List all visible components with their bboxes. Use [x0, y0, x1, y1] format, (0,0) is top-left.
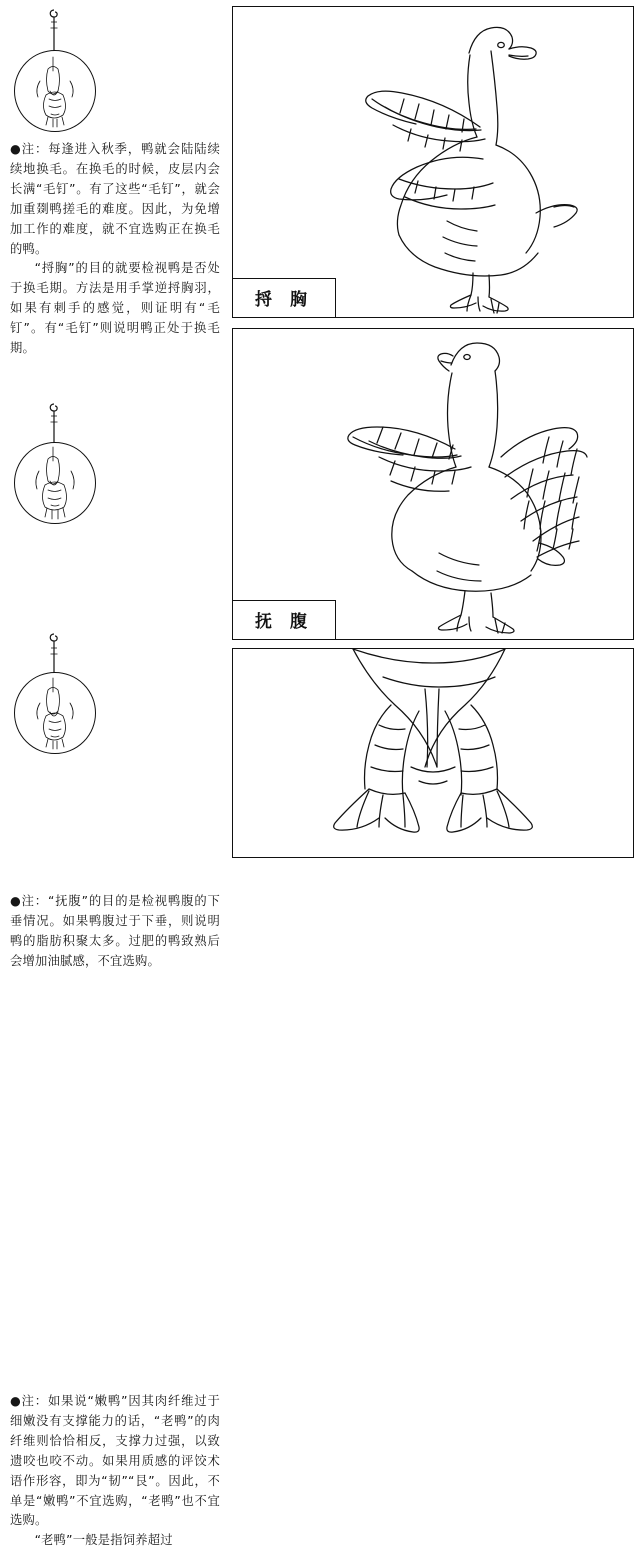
hanging-duck-thumbnail	[14, 442, 96, 524]
hanging-duck-thumbnail	[14, 672, 96, 754]
duck-belly-touching-line-drawing	[233, 329, 631, 636]
note-paragraph: ●注：“抚腹”的目的是检视鸭腹的下垂情况。如果鸭腹过于下垂，则说明鸭的脂肪积聚太多。过肥的鸭致熟后会增加油腻感，不宜选购。	[10, 894, 220, 968]
note-block-3	[10, 1392, 220, 1551]
duck-chest-stroking-line-drawing	[233, 7, 631, 314]
illustration-panel-2	[232, 328, 634, 640]
hook-icon	[46, 8, 62, 54]
illustration-panel-1	[232, 6, 634, 318]
note-block-1	[10, 140, 220, 359]
panel-label-1: 捋 胸	[233, 278, 336, 317]
panel-label-2: 抚 腹	[233, 600, 336, 639]
note-paragraph: “捋胸”的目的就要检视鸭是否处于换毛期。方法是用手掌逆捋胸羽，如果有刺手的感觉，则证明有“毛钉”。有“毛钉”则说明鸭正处于换毛期。	[10, 261, 220, 356]
note-paragraph: ●注：如果说“嫩鸭”因其肉纤维过于细嫩没有支撑能力的话，“老鸭”的肉纤维则恰恰相反，支撑力过强，以致遗咬也咬不动。如果用质感的评饺术语作形容，即为“韧”“艮”。因此，不单是“嫩鸭”不宜选购，“老鸭”也不宜选购。	[10, 1394, 220, 1528]
illustration-panel-3	[232, 648, 634, 858]
hanging-duck-thumbnail	[14, 50, 96, 132]
left-text-column	[0, 0, 228, 1548]
duck-legs-underside-line-drawing	[233, 649, 631, 854]
note-paragraph: ●注：每逢进入秋季，鸭就会陆陆续续地换毛。在换毛的时候，皮层内会长满“毛钉”。有了这些“毛钉”，就会加重剟鸭搓毛的难度。因此，为免增加工作的难度，就不宜选购正在换毛的鸭。	[10, 142, 220, 256]
note-paragraph: “老鸭”一般是指饲养超过	[34, 1533, 173, 1548]
note-block-2	[10, 892, 220, 972]
